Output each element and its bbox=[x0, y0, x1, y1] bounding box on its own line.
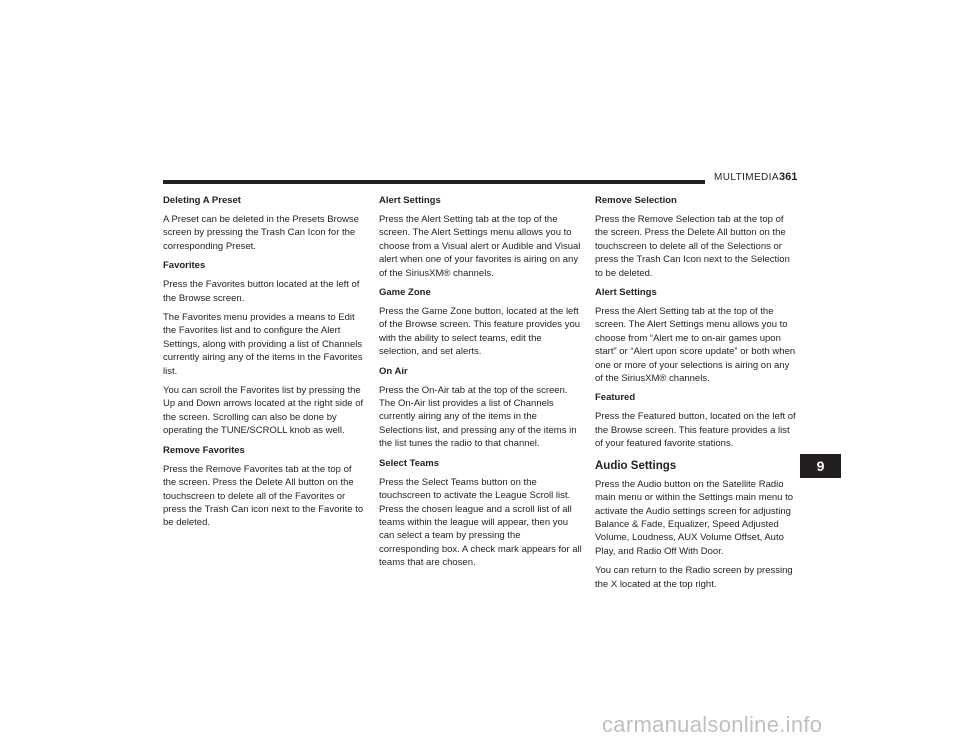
paragraph: Press the Alert Setting tab at the top of the screen. The Alert Settings menu allows you to choose from a Visual alert or Audible and Visual alert when one of your favorites is airing on any of the SiriusXM® channels. bbox=[379, 214, 581, 279]
paragraph: Press the On-Air tab at the top of the screen. The On-Air list provides a list of Channels currently airing any of the items in the Selections list, and pressing any of the items in the list tunes the radio to that channel. bbox=[379, 384, 577, 450]
paragraph: Press the Audio button on the Satellite Radio main menu or within the Settings main menu to activate the Audio settings screen for adjusting Balance & Fade, Equalizer, Speed Adjusted Volume, Loudness, AUX Volume Offset, Auto Play, and Radio Off With Door. bbox=[595, 478, 794, 557]
chapter-tab: 9 bbox=[800, 454, 841, 478]
heading-remove-selection: Remove Selection bbox=[595, 195, 677, 206]
page-number: 361 bbox=[779, 171, 798, 183]
paragraph: You can scroll the Favorites list by pressing the Up and Down arrows located at the right side of the screen. Scrolling can also be done by operating the TUNE/SCROLL knob as well. bbox=[163, 385, 364, 437]
heading-alert-settings: Alert Settings bbox=[379, 195, 441, 206]
column-2 bbox=[379, 194, 583, 576]
heading-select-teams: Select Teams bbox=[379, 457, 440, 469]
heading-audio-settings: Audio Settings bbox=[595, 459, 677, 472]
heading-deleting-a-preset: Deleting A Preset bbox=[163, 195, 241, 206]
paragraph: The Favorites menu provides a means to Edit the Favorites list and to configure the Alert Settings, along with providing a list of Channels currently airing any of the items in the Favorites list. bbox=[163, 312, 363, 377]
paragraph: Press the Featured button, located on the left of the Browse screen. This feature provides a list of your featured favorite stations. bbox=[595, 411, 796, 450]
paragraph: A Preset can be deleted in the Presets Browse screen by pressing the Trash Can Icon for the corresponding Preset. bbox=[163, 214, 359, 252]
column-3 bbox=[595, 194, 799, 597]
header-rule bbox=[163, 180, 705, 184]
paragraph: Press the Select Teams button on the touchscreen to activate the League Scroll list. Press the chosen league and a scroll list of all teams within the league will appear, then you can select a team by pressing the corresponding box. A check mark appears for all teams that are chosen. bbox=[379, 476, 582, 569]
paragraph: You can return to the Radio screen by pressing the X located at the top right. bbox=[595, 565, 793, 590]
heading-remove-favorites: Remove Favorites bbox=[163, 444, 245, 456]
section-title: MULTIMEDIA bbox=[714, 172, 779, 183]
heading-game-zone: Game Zone bbox=[379, 287, 431, 299]
paragraph: Press the Favorites button located at the left of the Browse screen. bbox=[163, 279, 360, 304]
paragraph: Press the Alert Setting tab at the top of the screen. The Alert Settings menu allows you to choose from “Alert me to on-air games upon start” or “Alert upon score update” or both when one or more of your selections is airing on any of the SiriusXM® channels. bbox=[595, 306, 796, 385]
paragraph: Press the Remove Favorites tab at the top of the screen. Press the Delete All button on the touchscreen to delete all of the Favorites or press the Trash Can icon next to the Favorite to be deleted. bbox=[163, 463, 364, 529]
heading-featured: Featured bbox=[595, 392, 636, 404]
paragraph: Press the Remove Selection tab at the top of the screen. Press the Delete All button on the touchscreen to delete all of the Selections or press the Trash Can Icon next to the Selection to be deleted. bbox=[595, 214, 790, 279]
heading-on-air: On Air bbox=[379, 365, 408, 377]
column-1 bbox=[163, 194, 367, 536]
heading-favorites: Favorites bbox=[163, 260, 206, 272]
paragraph: Press the Game Zone button, located at the left of the Browse screen. This feature provides you with the ability to select teams, edit the selection, and set alerts. bbox=[379, 306, 581, 358]
watermark: carmanualsonline.info bbox=[602, 712, 823, 737]
heading-alert-settings: Alert Settings bbox=[595, 287, 657, 299]
